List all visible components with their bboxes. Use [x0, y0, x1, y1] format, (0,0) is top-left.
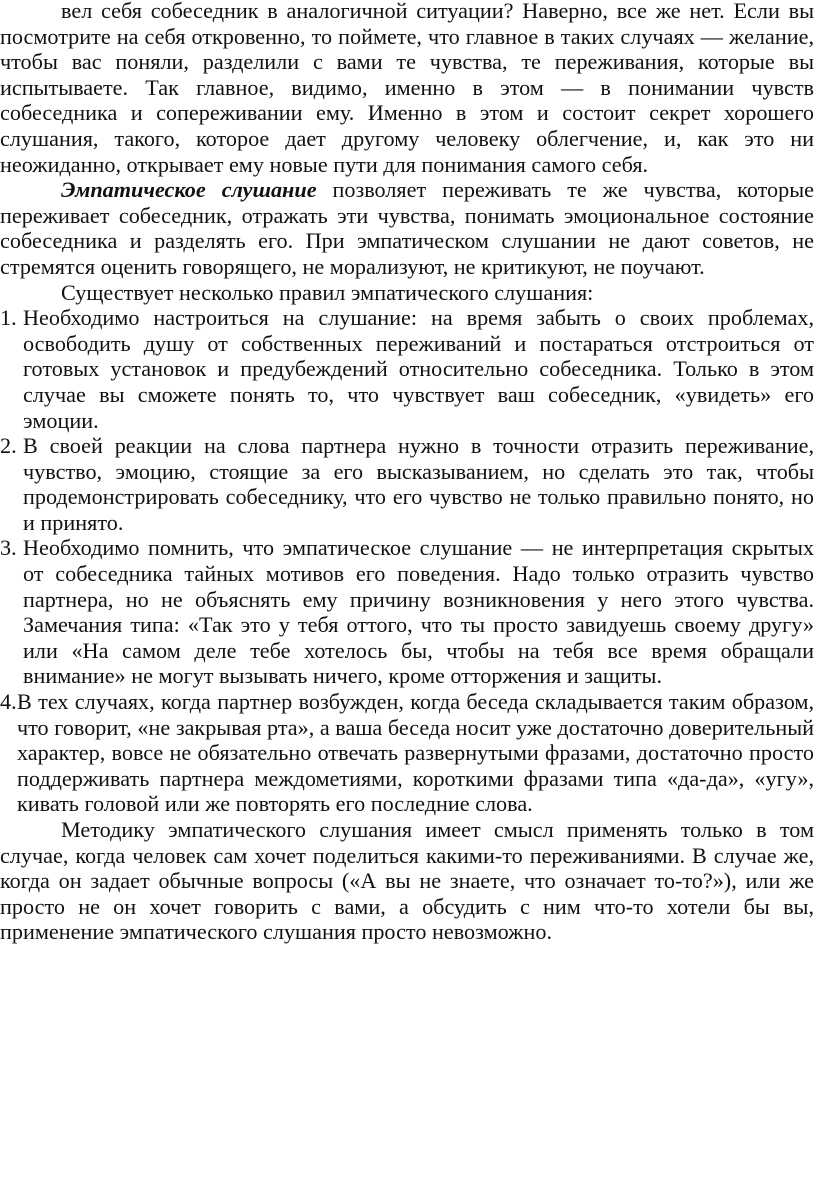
list-item-text: В тех случаях, когда партнер возбужден, когда беседа складывается таким образом, что говорит, «не закрывая рта», а ваша беседа носит уже достаточно доверительный характер, вовсе не обязательно отвечать развернутыми фразами, достаточно просто поддерживать партнера междометиями, короткими фразами типа «да-да», «угу», кивать головой или же повторять его последние слова.	[17, 689, 814, 817]
list-item-number: 2.	[0, 433, 17, 459]
list-item-text: В своей реакции на слова партнера нужно в точности отразить переживание, чувство, эмоцию, стоящие за его высказыванием, но сделать это так, чтобы продемонстрировать собеседнику, что его чувство не только правильно понято, но и принято.	[23, 433, 814, 535]
list-item	[0, 305, 814, 433]
list-item-number: 3.	[0, 535, 17, 561]
list-item-text: Необходимо настроиться на слушание: на время забыть о своих проблемах, освободить душу от собственных переживаний и постараться отстроиться от готовых установок и предубеждений относительно собеседника. Только в этом случае вы сможете понять то, что чувствует ваш собеседник, «увидеть» его эмоции.	[23, 305, 814, 433]
paragraph-empathic-listening-text: позволяет переживать те же чувства, которые переживает собеседник, отражать эти чувства, понимать эмоциональное состояние собеседника и разделять его. При эмпатическом слушании не дают советов, не стремятся оценить говорящего, не морализуют, не критикуют, не поучают.	[0, 177, 814, 279]
paragraph-continuation: вел себя собеседник в аналогичной ситуации? Наверно, все же нет. Если вы посмотрите на себя откровенно, то поймете, что главное в таких случаях — желание, чтобы вас поняли, разделили с вами те чувства, те переживания, которые вы испытываете. Так главное, видимо, именно в этом — в понимании чувств собеседника и сопереживании ему. Именно в этом и состоит секрет хорошего слушания, такого, которое дает другому человеку облегчение, и, как это ни неожиданно, открывает ему новые пути для понимания самого себя.	[0, 0, 814, 177]
list-item-number: 4.	[0, 689, 17, 715]
list-item	[0, 689, 814, 817]
list-item	[0, 535, 814, 689]
paragraph-empathic-listening	[0, 177, 814, 279]
list-item	[0, 433, 814, 535]
list-item-text: Необходимо помнить, что эмпатическое слушание — не интерпретация скрытых от собеседника тайных мотивов его поведения. Надо только отразить чувство партнера, но не объяснять ему причину возникновения у него этого чувства. Замечания типа: «Так это у тебя оттого, что ты просто завидуешь своему другу» или «На самом деле тебе хотелось бы, чтобы на тебя все время обращали внимание» не могут вызывать ничего, кроме отторжения и защиты.	[23, 535, 814, 689]
list-item-number: 1.	[0, 305, 17, 331]
term-empathic-listening: Эмпатическое слушание	[61, 177, 317, 203]
rules-list	[0, 305, 814, 817]
paragraph-conclusion: Методику эмпатического слушания имеет смысл применять только в том случае, когда человек сам хочет поделиться какими-то переживаниями. В случае же, когда он задает обычные вопросы («А вы не знаете, что означает то-то?»), или же просто не он хочет говорить с вами, а обсудить с ним что-то хотели бы вы, применение эмпатического слушания просто невозможно.	[0, 817, 814, 945]
rules-intro: Существует несколько правил эмпатического слушания:	[61, 279, 594, 305]
